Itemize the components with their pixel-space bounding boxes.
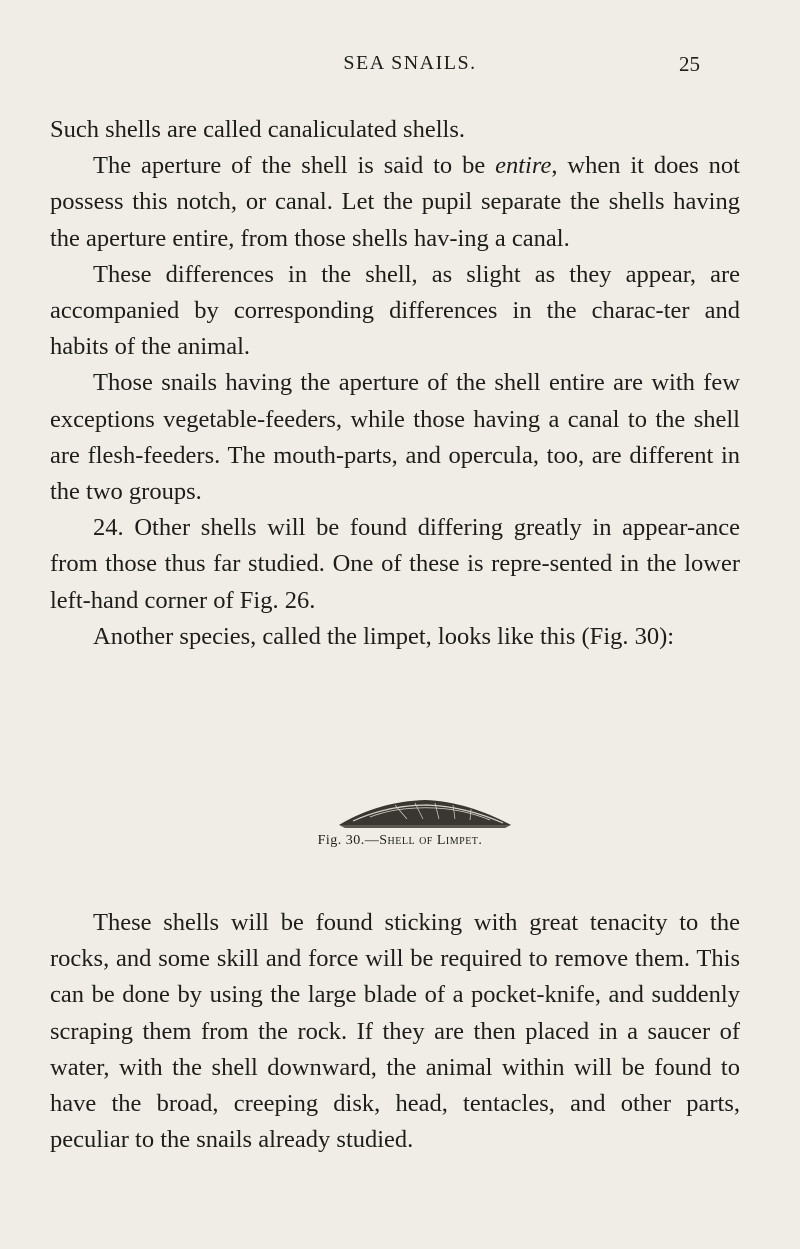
caption-prefix: Fig. 30.— bbox=[317, 833, 380, 848]
paragraph-4: Those snails having the aperture of the shell entire are with few exceptions vegetable-feeders, while those having a canal to the shell are flesh-feeders. The mouth-parts, and opercula, too, are different in the two groups. bbox=[50, 369, 740, 506]
emphasis-entire: entire bbox=[495, 152, 552, 180]
paragraph-2-post: , when it does not possess this notch, or canal. Let the pupil separate the shells having the aperture entire, from those shells hav-ing a canal. bbox=[50, 152, 740, 252]
page-number: 25 bbox=[679, 52, 700, 76]
page-header bbox=[120, 52, 700, 82]
paragraph-2-pre: The aperture of the shell is said to be bbox=[93, 152, 496, 180]
figure-30 bbox=[0, 795, 800, 895]
body-text-top bbox=[50, 112, 740, 655]
caption-title: Shell of Limpet. bbox=[379, 833, 483, 848]
running-head: SEA SNAILS. bbox=[343, 52, 477, 74]
paragraph-3: These differences in the shell, as slight as they appear, are accompanied by corresponding differences in the charac-ter and habits of the animal. bbox=[50, 260, 740, 361]
paragraph-1: Such shells are called canaliculated shells. bbox=[50, 116, 465, 143]
paragraph-5: 24. Other shells will be found differing greatly in appear-ance from those thus far studied. One of these is repre-sented in the lower left-hand corner of Fig. 26. bbox=[50, 514, 740, 614]
body-text-bottom bbox=[50, 905, 740, 1158]
paragraph-7: These shells will be found sticking with great tenacity to the rocks, and some skill and force will be required to remove them. This can be done by using the large blade of a pocket-knife, and suddenly scraping them from the rock. If they are then placed in a saucer of water, with the shell downward, the animal within will be found to have the broad, creeping disk, head, tentacles, and other parts, peculiar to the snails already studied. bbox=[50, 909, 740, 1154]
paragraph-6: Another species, called the limpet, looks like this (Fig. 30): bbox=[93, 622, 675, 650]
paragraph-2 bbox=[50, 148, 740, 257]
figure-caption bbox=[0, 833, 800, 849]
limpet-shell-illustration bbox=[335, 795, 515, 831]
